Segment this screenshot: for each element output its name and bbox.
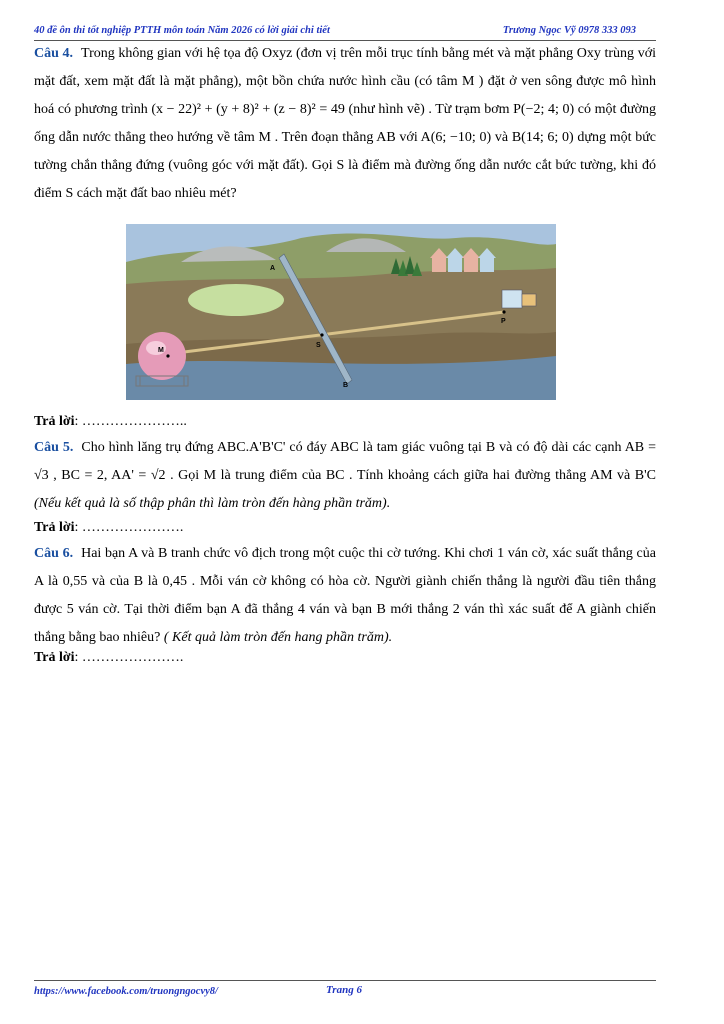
answer-blank: : …………………. [74, 520, 184, 535]
footer-link[interactable]: https://www.facebook.com/truongngocvy8/ [34, 986, 218, 997]
point-s [320, 333, 323, 336]
question-4-text: Trong không gian với hệ tọa độ Oxyz (đơn vị trên mỗi trục tính bằng mét và mặt phẳng Oxy trùng với mặt đất, xem mặt đất là mặt phẳng), một bồn chứa nước hình cầu (có tâm M ) đặt ở ven sông được mô hình hoá có phương trình (x − 22)² + (y + 8)² + (z − 8)² = 49 (như hình vẽ) . Từ trạm bơm P(−2; 4; 0) có một đường ống dẫn nước thẳng theo hướng về tâm M . Trên đoạn thẳng AB với A(6; −10; 0) và B(14; 6; 0) dựng một bức tường chắn thẳng đứng (vuông góc với mặt đất). Gọi S là điểm mà đường ống dẫn nước cắt bức tường, khi đó điểm S cách mặt đất bao nhiêu mét? [34, 46, 656, 201]
question-4 [34, 40, 656, 208]
header-title: 40 đề ôn thi tốt nghiệp PTTH môn toán Năm 2026 có lời giải chi tiết [34, 25, 330, 36]
label-b: B [343, 382, 349, 389]
label-a: A [270, 265, 276, 272]
point-p [502, 310, 505, 313]
label-m: M [158, 347, 164, 354]
answer-blank: : …………………. [74, 650, 184, 665]
page-header [34, 24, 656, 41]
label-p: P [501, 318, 506, 325]
question-4-figure [126, 224, 556, 400]
label-s: S [316, 342, 321, 349]
answer-label: Trả lời [34, 650, 75, 665]
question-5-note: (Nếu kết quả là số thập phân thì làm tròn đến hàng phần trăm). [34, 496, 391, 511]
question-5-text: Cho hình lăng trụ đứng ABC.A'B'C' có đáy ABC là tam giác vuông tại B và có độ dài các cạnh AB = √3 , BC = 2, AA' = √2 . Gọi M là trung điểm của BC . Tính khoảng cách giữa hai đường thẳng AM và B'C [34, 440, 656, 483]
question-5-number: Câu 5. [34, 440, 74, 455]
question-4-answer [34, 414, 187, 430]
question-6-number: Câu 6. [34, 546, 74, 561]
point-m [166, 354, 169, 357]
question-5-answer [34, 520, 183, 536]
answer-label: Trả lời [34, 414, 75, 429]
header-author: Trương Ngọc Vỹ 0978 333 093 [502, 25, 636, 36]
question-6 [34, 540, 656, 652]
answer-blank: : ………………….. [74, 414, 187, 429]
question-6-answer [34, 650, 183, 666]
question-5 [34, 434, 656, 518]
page-number: Trang 6 [326, 984, 362, 996]
page-footer [34, 980, 656, 997]
question-6-note: ( Kết quả làm tròn đến hang phần trăm). [163, 630, 393, 645]
question-6-text: Hai bạn A và B tranh chức vô địch trong một cuộc thi cờ tướng. Khi chơi 1 ván cờ, xác suất thắng của A là 0,55 và của B là 0,45 . Mỗi ván cờ không có hòa cờ. Người giành chiến thắng là người đầu tiên thắng được 5 ván cờ. Tại thời điểm bạn A đã thắng 4 ván và bạn B mới thắng 2 ván thì xác suất để A giành chiến thắng bằng bao nhiêu? [34, 546, 656, 645]
answer-label: Trả lời [34, 520, 75, 535]
question-4-number: Câu 4. [34, 46, 74, 61]
